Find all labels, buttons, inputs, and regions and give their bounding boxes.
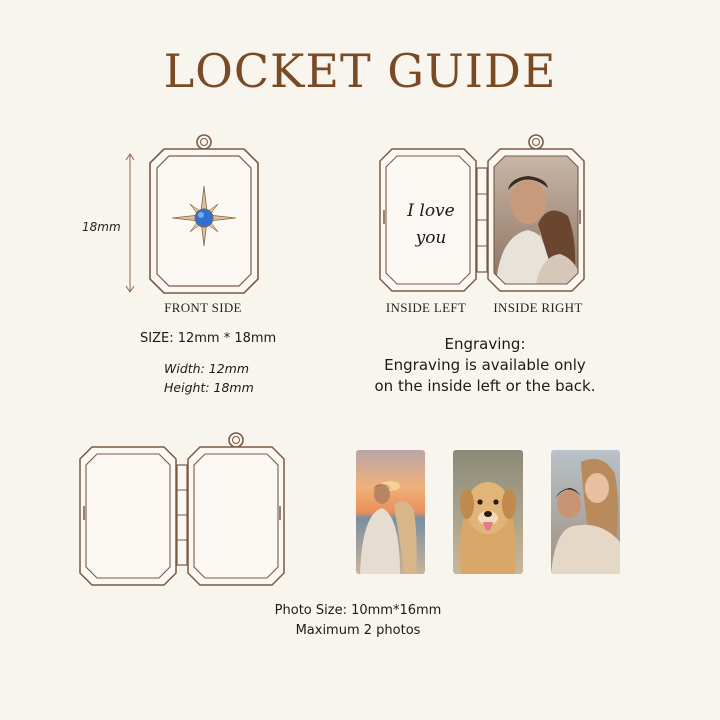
sample-photo-beach-couple bbox=[356, 450, 425, 574]
couple-photo bbox=[488, 152, 584, 292]
empty-right-panel bbox=[188, 447, 284, 585]
engraving-line-2: you bbox=[415, 228, 447, 248]
size-main-text: SIZE: 12mm * 18mm bbox=[140, 331, 277, 346]
height-text: Height: 18mm bbox=[164, 380, 254, 395]
sample-photo-dog bbox=[453, 450, 523, 574]
bail-ring bbox=[197, 135, 211, 149]
engraving-sample bbox=[396, 198, 466, 252]
photo-size-text: Photo Size: 10mm*16mm bbox=[274, 603, 442, 618]
engraving-info bbox=[350, 334, 620, 397]
sample-photo-couple bbox=[551, 450, 620, 574]
front-side-caption: FRONT SIDE bbox=[164, 300, 242, 315]
photo-max-text: Maximum 2 photos bbox=[295, 623, 421, 638]
bail-ring bbox=[229, 433, 243, 447]
page-title: LOCKET GUIDE bbox=[163, 44, 557, 98]
height-dimension-arrow bbox=[124, 152, 136, 294]
engraving-line-b: on the inside left or the back. bbox=[374, 377, 596, 395]
inside-right-caption: INSIDE RIGHT bbox=[493, 300, 583, 315]
open-locket-empty bbox=[78, 432, 288, 590]
engraving-line-a: Engraving is available only bbox=[384, 356, 586, 374]
engraving-line-1: I love bbox=[407, 201, 455, 221]
front-locket bbox=[148, 132, 260, 297]
bail-ring bbox=[529, 135, 543, 149]
photo-size-info bbox=[220, 601, 496, 641]
inside-left-caption: INSIDE LEFT bbox=[385, 300, 467, 315]
width-text: Width: 12mm bbox=[164, 361, 250, 376]
engraving-heading: Engraving: bbox=[444, 335, 526, 353]
blue-gemstone bbox=[195, 209, 213, 227]
height-dimension-label: 18mm bbox=[82, 220, 121, 234]
empty-left-panel bbox=[80, 447, 176, 585]
